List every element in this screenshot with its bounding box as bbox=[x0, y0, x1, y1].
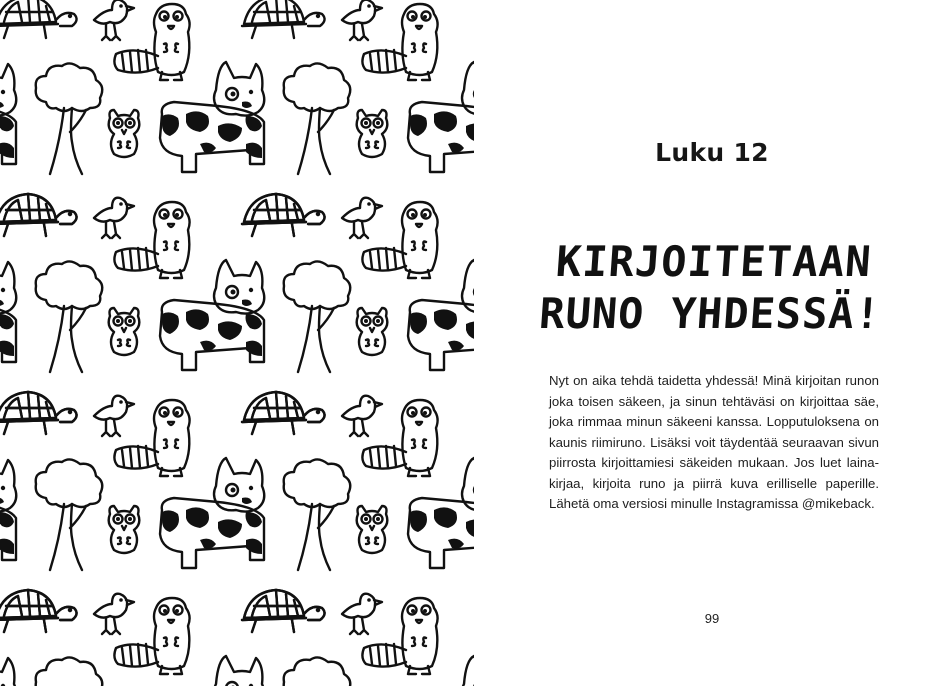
chapter-title-line-2: RUNO YHDESSÄ! bbox=[537, 289, 883, 338]
doodle-pattern bbox=[0, 0, 474, 686]
chapter-label: Luku 12 bbox=[655, 138, 769, 167]
body-paragraph bbox=[549, 371, 879, 515]
body-line: Lähetä oma versiosi minulle Instagramissa @mikeback. bbox=[549, 496, 875, 511]
body-line: piirrosta kirjoittamiesi säkeiden mukaan. Jos luet laina- bbox=[549, 455, 879, 470]
body-line: joka rimmaa minun säkeeni kanssa. Lopputuloksena on bbox=[549, 414, 879, 429]
chapter-title bbox=[500, 236, 923, 340]
body-line: joka toisen säkeen, ja sinun tehtäväsi on kirjoittaa säe, bbox=[549, 393, 879, 409]
body-line: Nyt on aika tehdä taidetta yhdessä! Minä kirjoitan runon bbox=[549, 373, 879, 388]
body-line: kaunis riimiruno. Lisäksi voit täydentää seuraavan sivun bbox=[549, 434, 879, 450]
text-page bbox=[474, 0, 950, 686]
doodle-illustration-page bbox=[0, 0, 474, 686]
body-line: kirjaa, kirjoita runo ja piirrä kuva erilliselle paperille. bbox=[549, 475, 879, 491]
page-number: 99 bbox=[704, 611, 720, 626]
chapter-title-line-1: KIRJOITETAAN bbox=[554, 237, 874, 286]
doodle-tiles bbox=[0, 0, 474, 686]
